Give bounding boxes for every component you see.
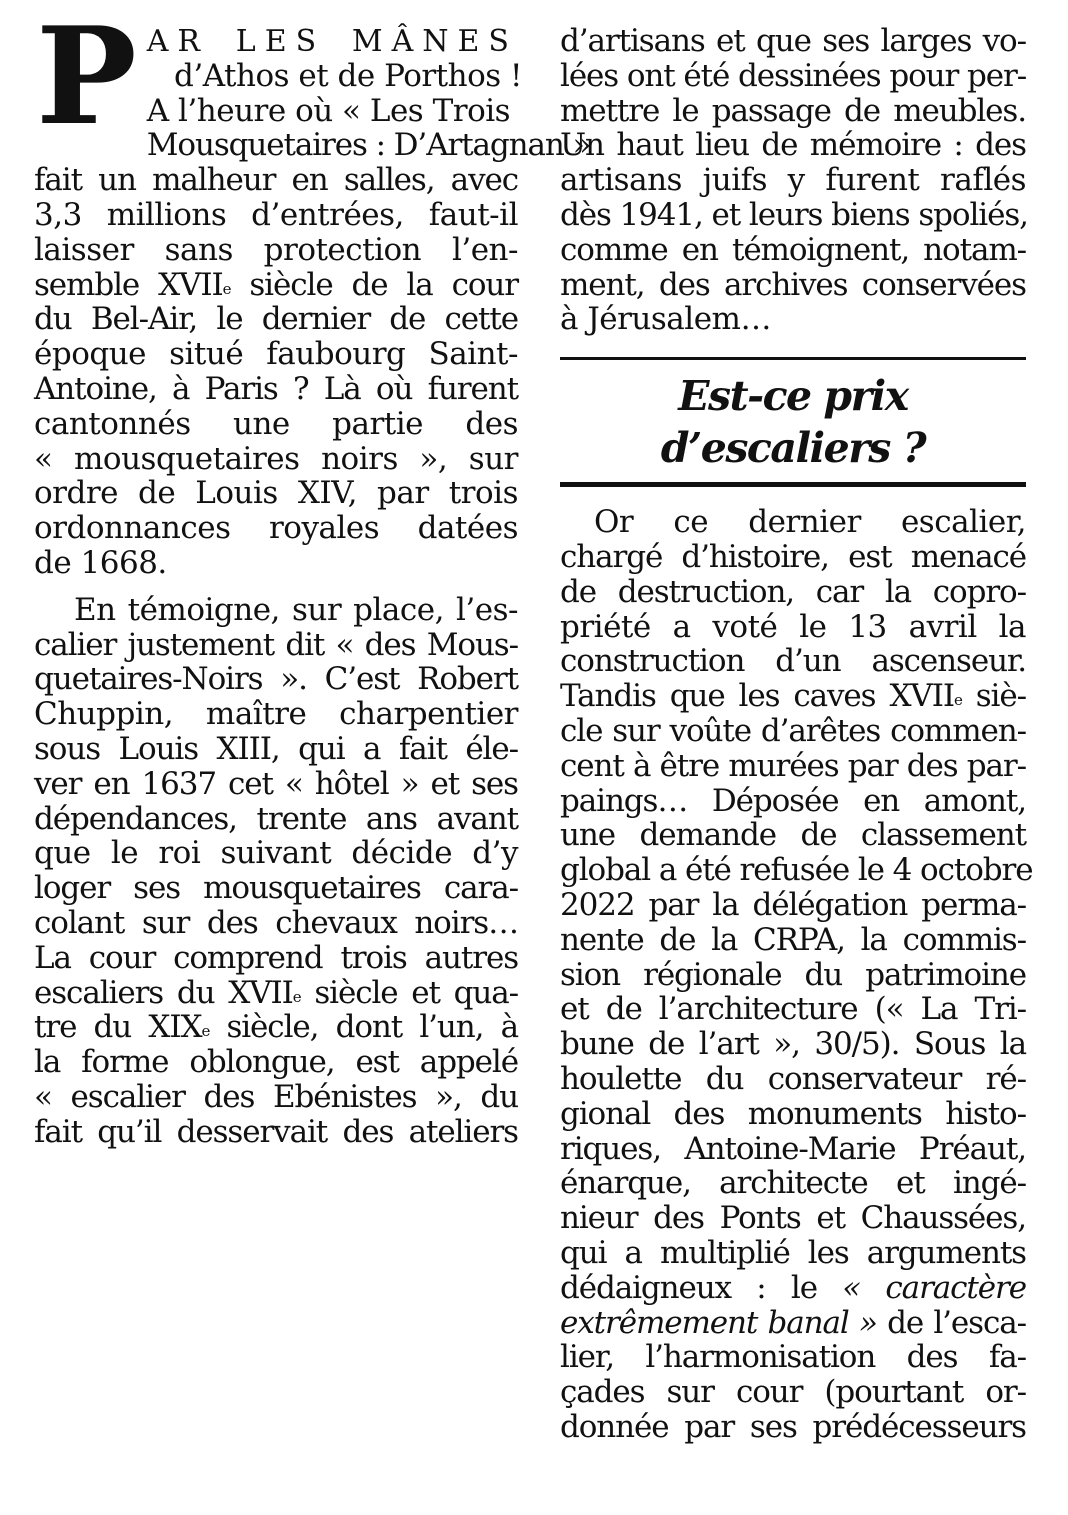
text-line: fait qu’il desservait des ateliers [34, 1113, 518, 1150]
text-line: bune de l’art », 30/5). Sous la [560, 1026, 1026, 1063]
text-line: dès 1941, et leurs biens spoliés, [560, 196, 1028, 233]
text-line: extrêmement banal » de l’esca- [560, 1304, 1026, 1341]
left-column [34, 0, 591, 1150]
text-line: çades sur cour (pourtant or- [560, 1374, 1026, 1411]
text-line: époque situé faubourg Saint- [34, 336, 518, 373]
text-line: calier justement dit « des Mous- [34, 626, 518, 663]
section-divider-thin [560, 357, 1026, 360]
text-line: ver en 1637 cet « hôtel » et ses [34, 765, 518, 802]
text-line: 3,3 millions d’entrées, faut-il [34, 196, 518, 233]
text-line: et de l’architecture (« La Tri- [560, 991, 1026, 1028]
text-line: AR LES MÂNES [146, 24, 518, 59]
text-line: global a été refusée le 4 octobre [560, 852, 1033, 889]
text-line: cent à être murées par des par- [560, 747, 1026, 784]
text-line: « mousquetaires noirs », sur [34, 440, 518, 477]
text-line: La cour comprend trois autres [34, 939, 518, 976]
text-line: cle sur voûte d’arêtes commen- [560, 712, 1026, 749]
text-line: En témoigne, sur place, l’es- [74, 591, 518, 628]
text-line: Or ce dernier escalier, [594, 504, 1026, 541]
text-line: A l’heure où « Les Trois [146, 92, 511, 129]
text-line: artisans juifs y furent raflés [560, 162, 1026, 199]
text-line: d’Athos et de Porthos ! [174, 57, 522, 94]
text-line: Chuppin, maître charpentier [34, 696, 518, 733]
text-line: donnée par ses prédécesseurs [560, 1408, 1026, 1445]
section-divider-thick [560, 482, 1026, 487]
text-line: de 1668. [34, 544, 167, 581]
text-line: énarque, architecte et ingé- [560, 1165, 1026, 1202]
text-line: sous Louis XIII, qui a fait éle- [34, 730, 518, 767]
text-line: sion régionale du patrimoine [560, 956, 1026, 993]
text-line: ordonnances royales datées [34, 510, 518, 547]
text-line: 2022 par la délégation perma- [560, 886, 1026, 923]
text-line: priété a voté le 13 avril la [560, 608, 1026, 645]
text-line: lier, l’harmonisation des fa- [560, 1339, 1026, 1376]
text-line: Mousquetaires : D’Artagnan » [146, 127, 591, 164]
text-line: mettre le passage de meubles. [560, 92, 1026, 129]
drop-cap: P [36, 0, 137, 155]
text-line: colant sur des chevaux noirs… [34, 904, 518, 941]
text-line: nieur des Ponts et Chaussées, [560, 1200, 1026, 1237]
text-line: lées ont été dessinées pour per- [560, 57, 1027, 94]
text-line: Antoine, à Paris ? Là où furent [34, 370, 518, 407]
text-line: comme en témoignent, notam- [560, 231, 1026, 268]
text-line: de destruction, car la copro- [560, 573, 1026, 610]
text-line: qui a multiplié les arguments [560, 1234, 1026, 1271]
text-line: paings… Déposée en amont, [560, 782, 1026, 819]
text-line: à Jérusalem… [560, 301, 771, 338]
text-line: laisser sans protection l’en- [34, 231, 518, 268]
text-line: semble XVIIe siècle de la cour [34, 266, 518, 303]
text-line: chargé d’histoire, est menacé [560, 538, 1026, 575]
text-line: Tandis que les caves XVIIe siè- [560, 678, 1026, 715]
text-line: une demande de classement [560, 817, 1026, 854]
text-line: nente de la CRPA, la commis- [560, 921, 1026, 958]
text-line: cantonnés une partie des [34, 405, 518, 442]
text-line: « escalier des Ebénistes », du [34, 1078, 518, 1115]
text-line: ment, des archives conservées [560, 266, 1026, 303]
right-column [560, 23, 1033, 1445]
text-line: gional des monuments histo- [560, 1095, 1026, 1132]
text-line: dédaigneux : le « caractère [560, 1269, 1026, 1306]
text-line: escaliers du XVIIe siècle et qua- [34, 974, 518, 1011]
text-line: du Bel-Air, le dernier de cette [34, 301, 518, 338]
text-line: quetaires-Noirs ». C’est Robert [34, 661, 518, 698]
text-line: construction d’un ascenseur. [560, 643, 1026, 680]
text-line: d’artisans et que ses larges vo- [560, 23, 1026, 59]
text-line: loger ses mousquetaires cara- [34, 870, 518, 907]
text-line: ordre de Louis XIV, par trois [34, 475, 518, 512]
text-line: fait un malheur en salles, avec [34, 162, 518, 199]
text-line: que le roi suivant décide d’y [34, 835, 518, 872]
section-heading: Est-ce prix d’escaliers ? [660, 372, 926, 473]
text-line: Un haut lieu de mémoire : des [560, 127, 1026, 164]
text-line: la forme oblongue, est appelé [34, 1044, 518, 1081]
text-line: tre du XIXe siècle, dont l’un, à [34, 1009, 518, 1046]
text-line: houlette du conservateur ré- [560, 1060, 1026, 1097]
text-line: dépendances, trente ans avant [34, 800, 518, 837]
text-line: riques, Antoine-Marie Préaut, [560, 1130, 1026, 1167]
